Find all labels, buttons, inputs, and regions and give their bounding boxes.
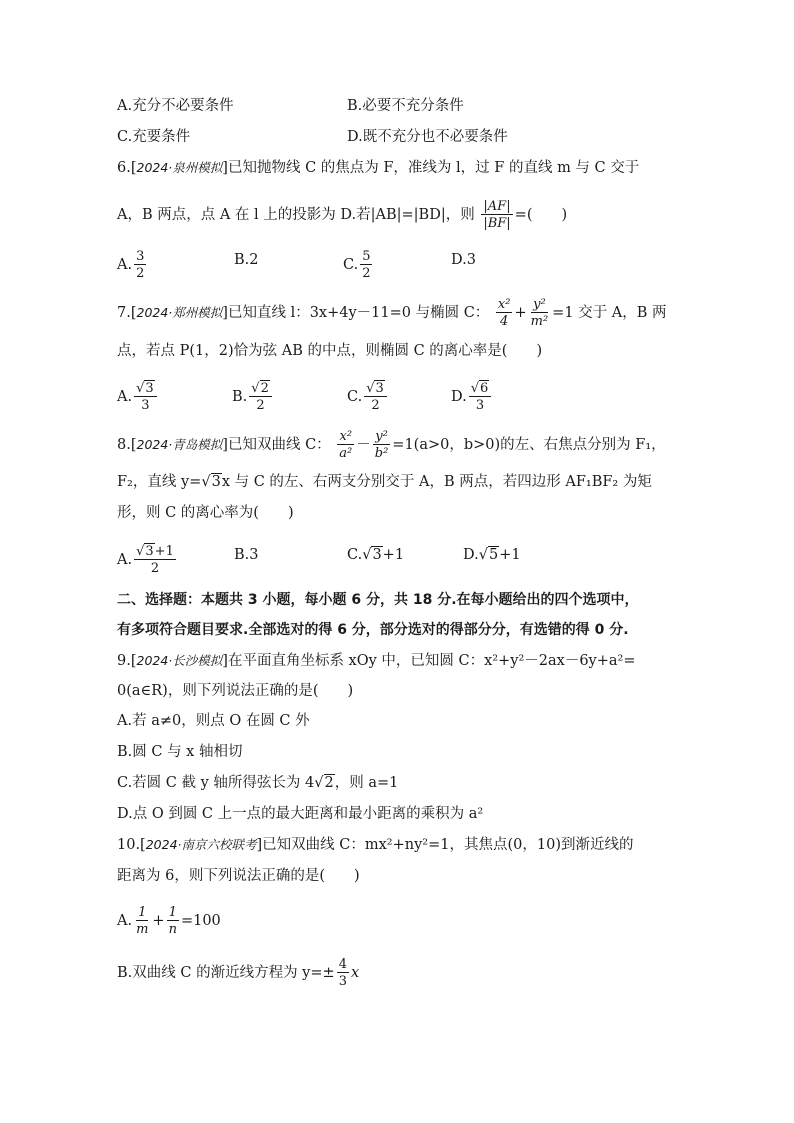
q8-line3: 形，则 C 的离心率为( ) [117, 505, 294, 521]
q9-option-d: D.点 O 到圆 C 上一点的最大距离和最小距离的乘积为 a² [117, 806, 484, 822]
q7-line1: 7.[2024·郑州模拟]已知直线 l：3x+4y－11=0 与椭圆 C： $\frac{\text{x²}}{4}$ + $\frac{\text{y²}}{\text{m²}}$ =1 交于 A，B 两 [117, 297, 667, 329]
section2-header-line1: 二、选择题：本题共 3 小题，每小题 6 分，共 18 分.在每小题给出的四个选项中， [117, 592, 639, 608]
q7-option-b: B. $\frac{√2}{2}$ [232, 382, 274, 412]
q8-source: 2024·青岛模拟 [136, 437, 223, 452]
q10-line1: 10.[2024·南京六校联考]已知双曲线 C：mx²+ny²=1，其焦点(0，10)到渐近线的 [117, 837, 634, 853]
q9-option-c: C.若圆 C 截 y 轴所得弦长为 4√2，则 a=1 [117, 775, 399, 791]
section2-header-line2: 有多项符合题目要求.全部选对的得 6 分，部分选对的得部分分，有选错的得 0 分. [117, 622, 629, 638]
q8-option-d: D.√5+1 [463, 547, 521, 563]
q9-source: 2024·长沙模拟 [136, 653, 223, 668]
q9-line1: 9.[2024·长沙模拟]在平面直角坐标系 xOy 中，已知圆 C：x²+y²－2ax－6y+a²= [117, 653, 636, 669]
q6-option-b: B.2 [234, 252, 259, 268]
q6-option-c: C. $\frac{5}{2}$ [343, 249, 371, 281]
q6-option-a: A. $\frac{3}{2}$ [117, 249, 145, 281]
q6-line1: 6.[2024·泉州模拟]已知抛物线 C 的焦点为 F，准线为 l，过 F 的直线 m 与 C 交于 [117, 160, 640, 176]
q5-option-b: B.必要不充分条件 [347, 98, 464, 114]
q8-line1: 8.[2024·青岛模拟]已知双曲线 C： $\frac{\text{x²}}{\text{a²}}$ － $\frac{\text{y²}}{\text{b²}}$ =1(a>0，b>0)的左、右焦点分别为 F₁， [117, 429, 666, 461]
q5-option-a: A.充分不必要条件 [117, 98, 234, 114]
q7-option-d: D. $\frac{√6}{3}$ [451, 382, 493, 412]
q8-option-c: C.√3+1 [347, 547, 405, 563]
q7-option-c: C. $\frac{√3}{2}$ [347, 382, 389, 412]
q5-option-c: C.充要条件 [117, 129, 191, 145]
q9-option-b: B.圆 C 与 x 轴相切 [117, 744, 243, 760]
q8-option-b: B.3 [234, 547, 259, 563]
q10-option-b: B.双曲线 C 的渐近线方程为 y=± $\frac{4}{3}$ x [117, 957, 360, 989]
q10-source: 2024·南京六校联考 [145, 837, 257, 852]
q5-option-d: D.既不充分也不必要条件 [347, 129, 508, 145]
q8-line2: F₂，直线 y=√3x 与 C 的左、右两支分别交于 A，B 两点，若四边形 AF₁BF₂ 为矩 [117, 474, 652, 490]
q8-option-a: A. $\frac{√3+1}{2}$ [117, 544, 174, 576]
q6-option-d: D.3 [451, 252, 476, 268]
q7-line2: 点，若点 P(1，2)恰为弦 AB 的中点，则椭圆 C 的离心率是( ) [117, 343, 543, 359]
q9-option-a: A.若 a≠0，则点 O 在圆 C 外 [117, 713, 310, 729]
q9-line2: 0(a∈R)，则下列说法正确的是( ) [117, 683, 354, 699]
q6-source: 2024·泉州模拟 [136, 160, 223, 175]
q10-option-a: A. $\frac{1}{m}$ + $\frac{1}{n}$ =100 [117, 905, 221, 937]
q6-fraction: $\frac{|AF|}{|BF|}$ [483, 199, 511, 231]
q7-source: 2024·郑州模拟 [136, 305, 223, 320]
q10-line2: 距离为 6，则下列说法正确的是( ) [117, 868, 360, 884]
q7-option-a: A. $\frac{√3}{3}$ [117, 382, 159, 412]
q6-line2: A，B 两点，点 A 在 l 上的投影为 D.若|AB|=|BD|，则 $\frac{|AF|}{|BF|}$ =( ) [117, 199, 568, 231]
